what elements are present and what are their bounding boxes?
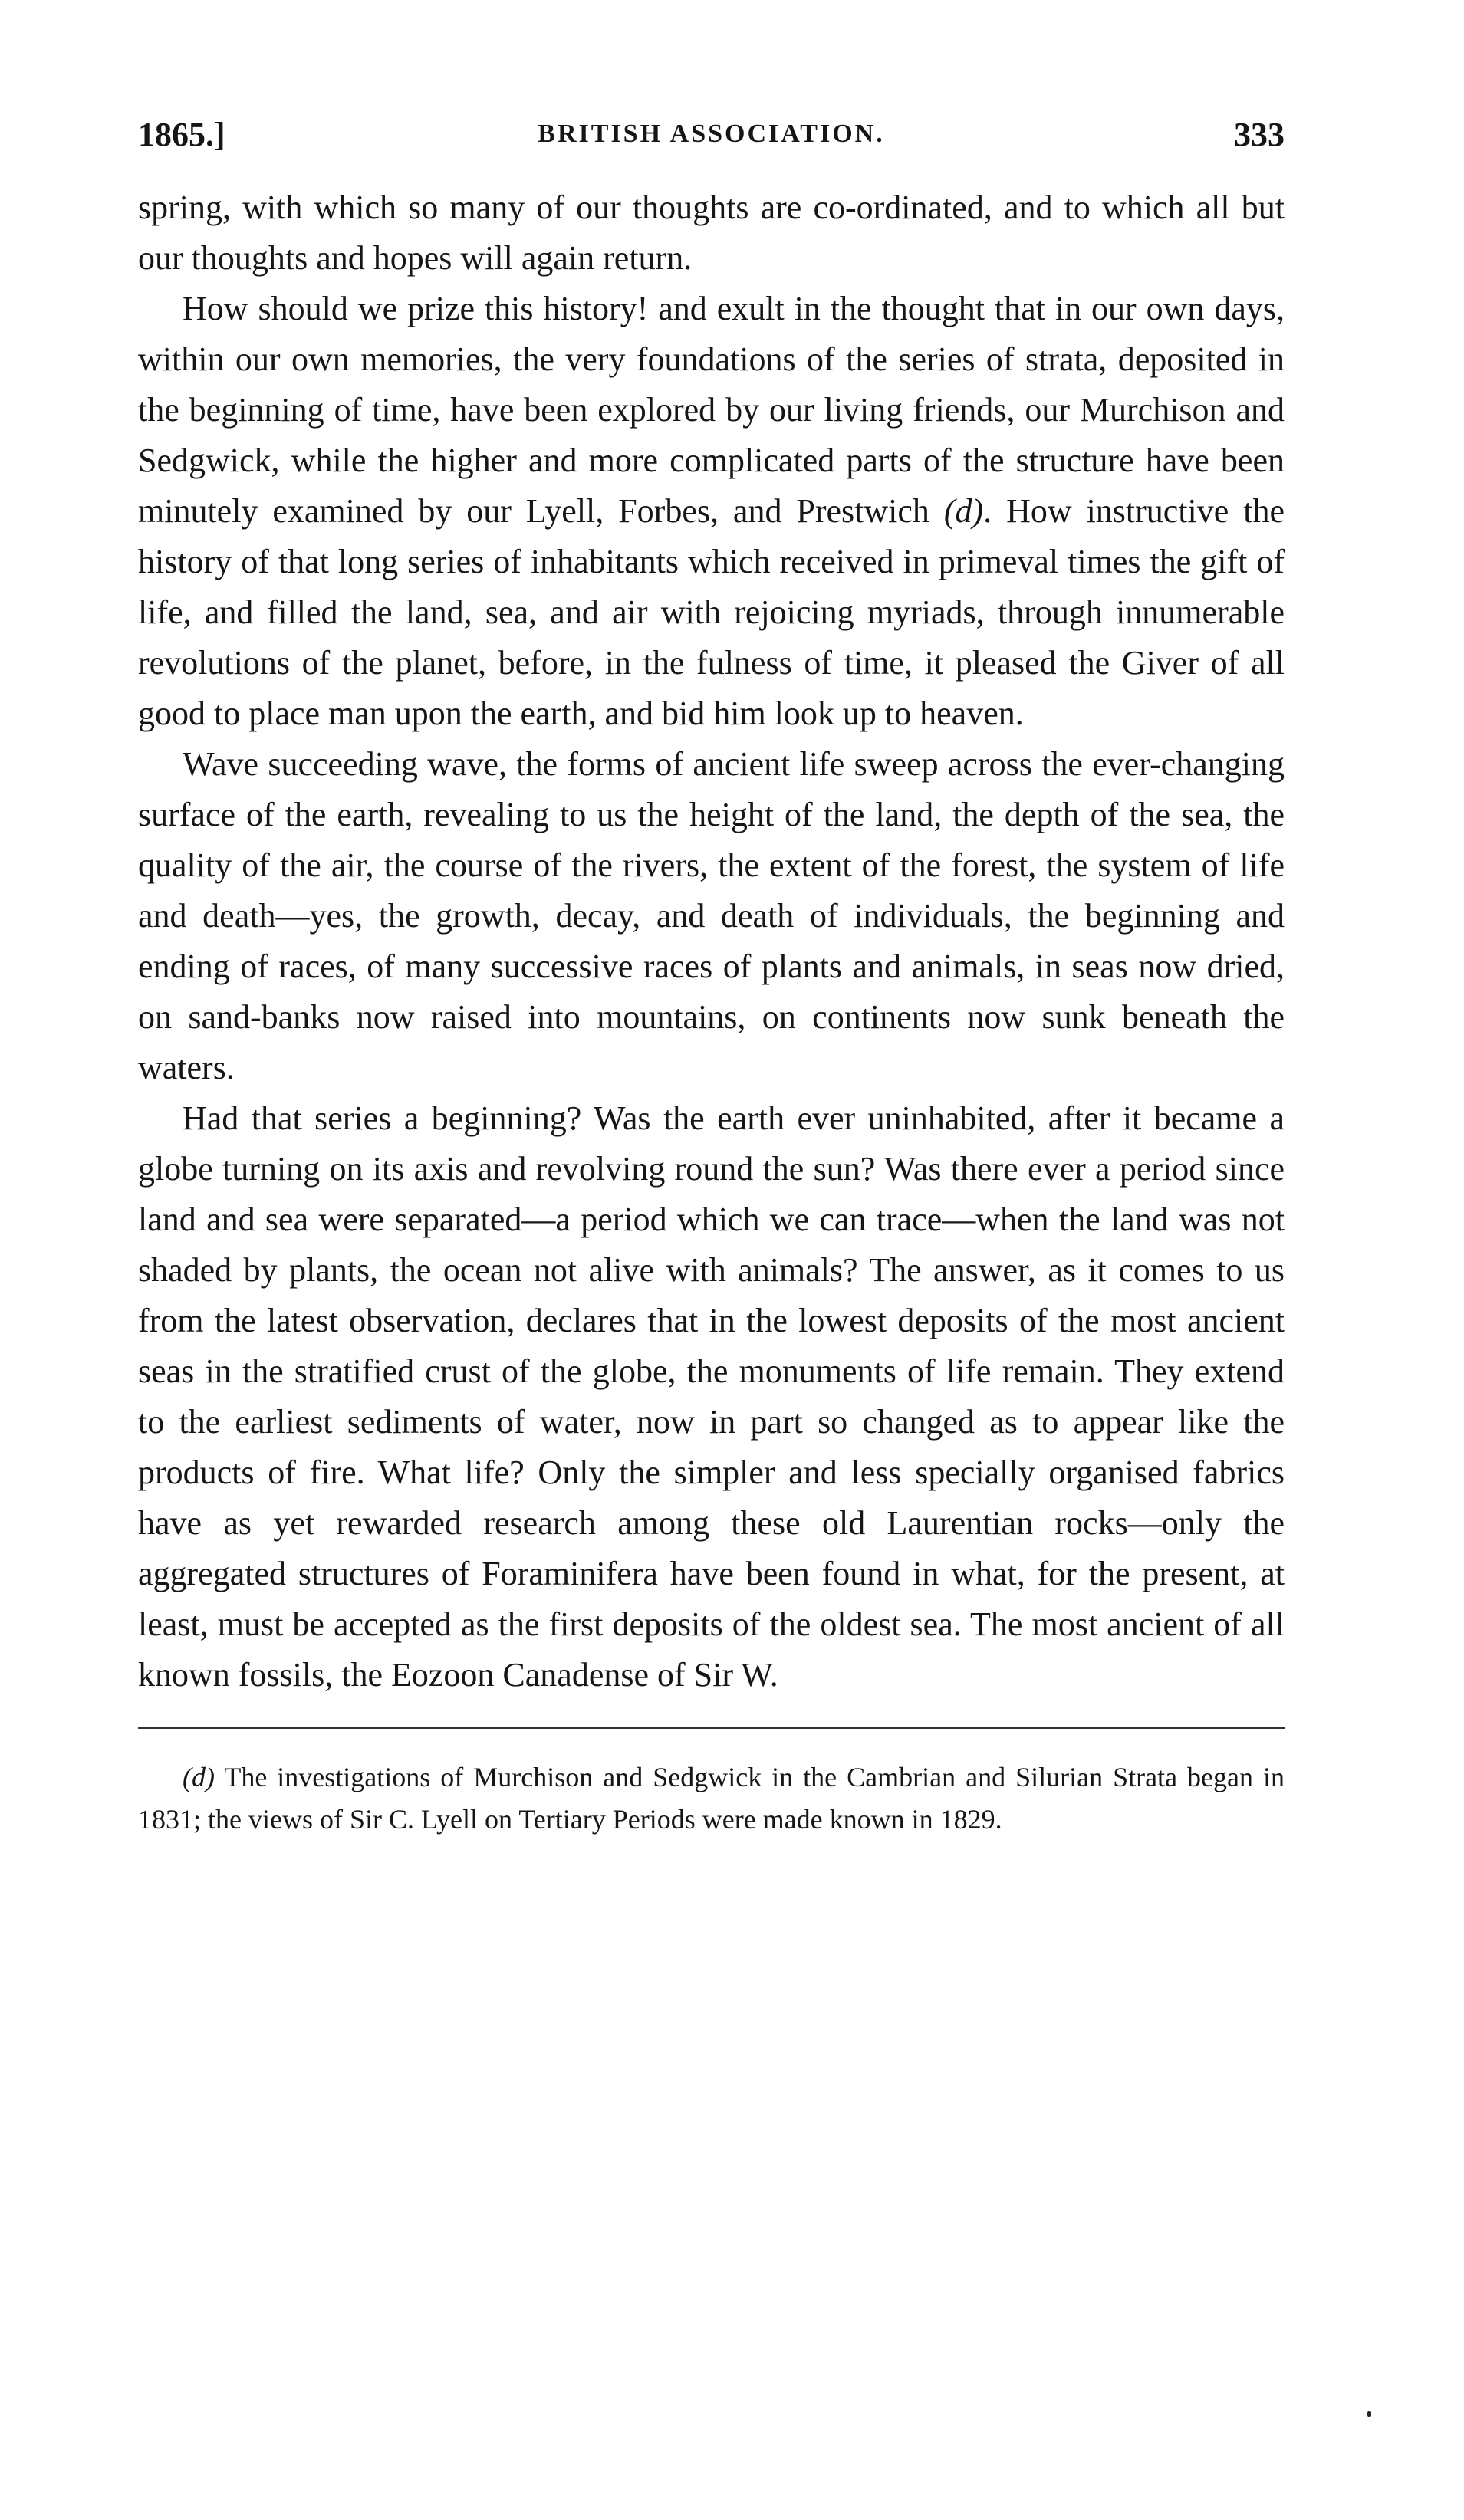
paragraph-2 <box>138 284 1285 739</box>
footnote-divider <box>138 1727 1285 1729</box>
running-head <box>138 115 1285 169</box>
page-number: 333 <box>1234 116 1285 153</box>
paragraph-1: spring, with which so many of our thoughts are co-ordinated, and to which all but our thoughts and hopes will again return. <box>138 189 1285 277</box>
header-year: 1865.] <box>138 116 225 153</box>
footnote-marker: (d) <box>183 1762 215 1792</box>
ink-speck <box>1367 2411 1371 2417</box>
paragraph-3: Wave succeeding wave, the forms of ancient life sweep across the ever-changing surface of the earth, revealing to us the height of the land, the depth of the sea, the quality of the air, the course of the rivers, the extent of the forest, the system of life and death—yes, the growth, decay, and death of individuals, the beginning and ending of races, of many successive races of plants and animals, in seas now dried, on sand-banks now raised into mountains, on continents now sunk beneath the waters. <box>138 745 1285 1086</box>
book-page <box>138 115 1285 1868</box>
paragraph-4: Had that series a beginning? Was the earth ever uninhabited, after it became a globe turning on its axis and revolving round the sun? Was there ever a period since land and sea were separated—a period which we can trace—when the land was not shaded by plants, the ocean not alive with animals? The answer, as it comes to us from the latest observation, declares that in the lowest deposits of the most ancient seas in the stratified crust of the globe, the monuments of life remain. They extend to the earliest sediments of water, now in part so changed as to appear like the products of fire. What life? Only the simpler and less specially organised fabrics have as yet rewarded research among these old Laurentian rocks—only the aggregated structures of Foraminifera have been found in what, for the present, at least, must be accepted as the first deposits of the oldest sea. The most ancient of all known fossils, the Eozoon Canadense of Sir W. <box>138 1099 1285 1694</box>
header-title: BRITISH ASSOCIATION. <box>538 120 885 148</box>
footnote-text: The investigations of Murchison and Sedgwick in the Cambrian and Silurian Strata began in 1831; the views of Sir C. Lyell on Tertiary Periods were made known in 1829. <box>138 1762 1285 1835</box>
footnote-reference: (d) <box>943 492 984 530</box>
paragraph-2-part-2: . How instructive the history of that long series of inhabitants which received in primeval times the gift of life, and filled the land, sea, and air with rejoicing myriads, through innumerable revolutions of the planet, before, in the fulness of time, it pleased the Giver of all good to place man upon the earth, and bid him look up to heaven. <box>138 492 1285 732</box>
paragraph-2-part-1: How should we prize this history! and exult in the thought that in our own days, within our own memories, the very foundations of the series of strata, deposited in the beginning of time, have been explored by our living friends, our Murchison and Sedgwick, while the higher and more complicated parts of the structure have been minutely examined by our Lyell, Forbes, and Prestwich <box>138 290 1285 530</box>
footnote <box>138 1756 1285 1841</box>
main-text <box>138 182 1285 1700</box>
